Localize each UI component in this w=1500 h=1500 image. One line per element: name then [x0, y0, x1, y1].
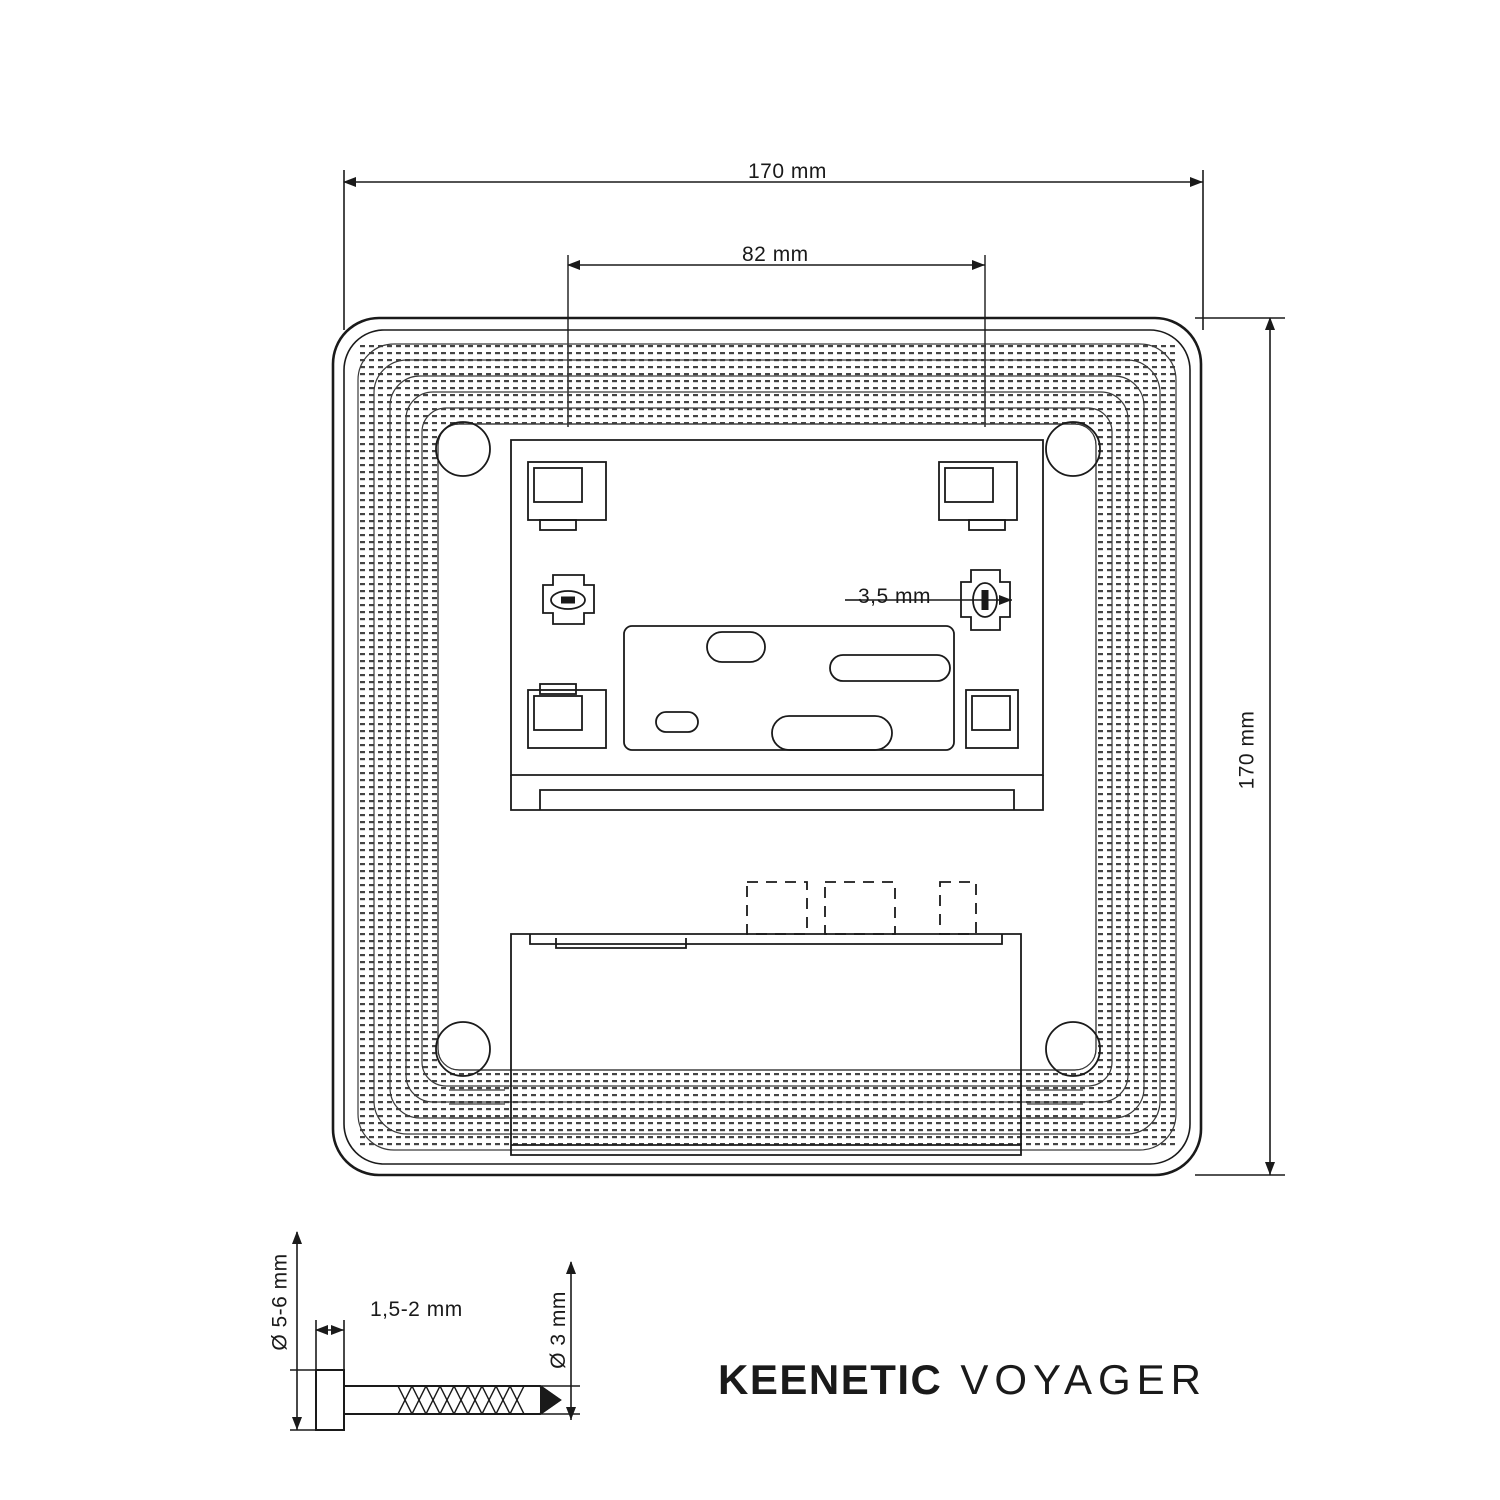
- label-screw-head-diameter: Ø 5-6 mm: [268, 1253, 292, 1351]
- label-screw-shaft-diameter: Ø 3 mm: [546, 1291, 570, 1369]
- label-hole-diameter: 3,5 mm: [858, 585, 932, 608]
- brand-model: VOYAGER: [960, 1356, 1207, 1403]
- label-screw-head-thickness: 1,5-2 mm: [370, 1298, 463, 1321]
- brand-name: KEENETIC: [718, 1356, 943, 1403]
- dimension-head-thickness: [316, 1320, 344, 1372]
- screw-detail: [316, 1370, 560, 1430]
- label-hole-spacing-82: 82 mm: [742, 243, 809, 266]
- screw-thread: [398, 1386, 524, 1414]
- label-width-170: 170 mm: [748, 160, 827, 183]
- label-height-170: 170 mm: [1235, 710, 1259, 790]
- brand-wordmark: [718, 1356, 1207, 1404]
- dimension-head-diameter: [290, 1232, 316, 1430]
